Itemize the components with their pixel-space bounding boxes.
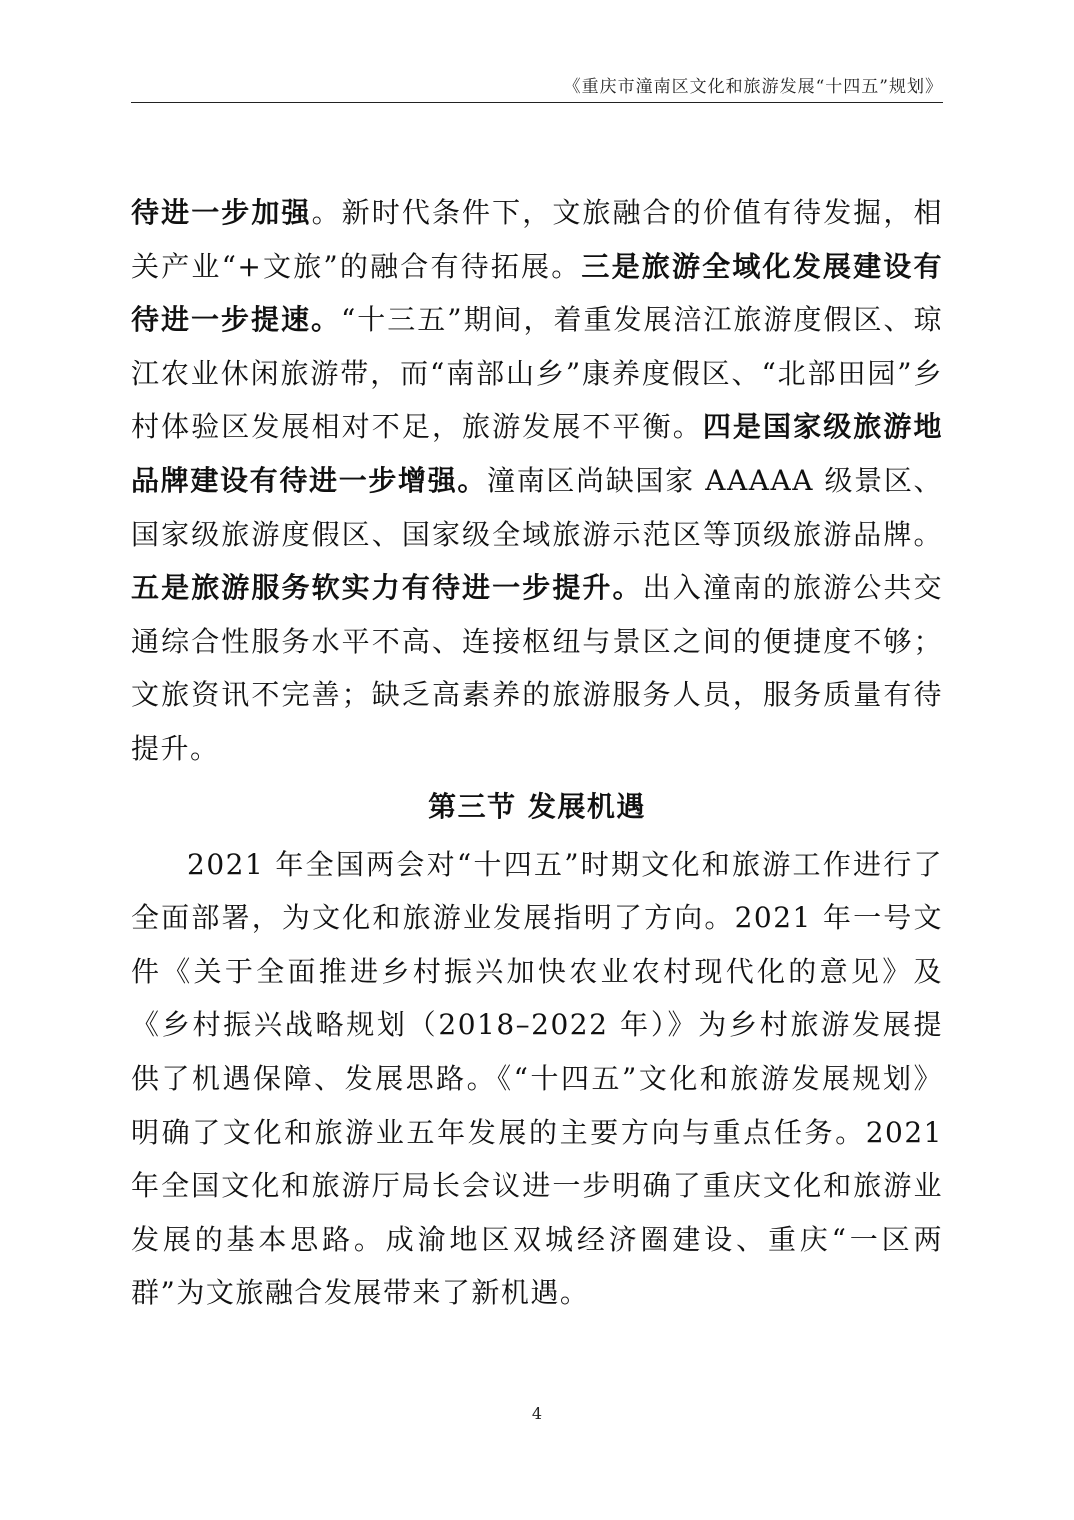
paragraph-text: 出入潼南的旅游公共交通综合性服务水平不高、连接枢纽与景区之间的便捷度不够；文旅资讯不完善；缺乏高素养的旅游服务人员，服务质量有待提升。 xyxy=(131,571,943,765)
paragraph-text: “十三五”期间，着重发展涪江旅游度假区、琼江农业休闲旅游带，而“南部山乡”康养度假区、“北部田园”乡村体验区发展相对不足，旅游发展不平衡。 xyxy=(131,303,943,444)
bold-phrase: 待进一步加强 xyxy=(131,196,312,229)
paragraph-challenges xyxy=(131,186,943,776)
bold-phrase: 三是旅游全域化发展建设有待进一步提速。 xyxy=(131,249,943,337)
body-text xyxy=(131,186,943,1320)
paragraph-text: 。新时代条件下，文旅融合的价值有待发掘，相关产业“+文旅”的融合有待拓展。 xyxy=(131,196,943,283)
document-title: 《重庆市潼南区文化和旅游发展“十四五”规划》 xyxy=(563,77,943,97)
page-number: 4 xyxy=(531,1404,543,1423)
running-header xyxy=(131,72,943,103)
paragraph-opportunities: 2021 年全国两会对“十四五”时期文化和旅游工作进行了全面部署，为文化和旅游业发展指明了方向。2021 年一号文件《关于全面推进乡村振兴加快农业农村现代化的意见》及《乡村振兴战略规划（2018–2022 年）》为乡村旅游发展提供了机遇保障、发展思路。《“十四五”文化和旅游发展规划》明确了文化和旅游业五年发展的主要方向与重点任务。2021 年全国文化和旅游厅局长会议进一步明确了重庆文化和旅游业发展的基本思路。成渝地区双城经济圈建设、重庆“一区两群”为文旅融合发展带来了新机遇。 xyxy=(131,847,943,1310)
bold-phrase: 四是国家级旅游地品牌建设有待进一步增强。 xyxy=(131,410,943,497)
bold-phrase: 五是旅游服务软实力有待进一步提升。 xyxy=(131,571,643,605)
section-heading: 第三节 发展机遇 xyxy=(428,789,646,823)
paragraph-text: 潼南区尚缺国家 AAAAA 级景区、国家级旅游度假区、国家级全域旅游示范区等顶级旅游品牌。 xyxy=(131,463,943,551)
